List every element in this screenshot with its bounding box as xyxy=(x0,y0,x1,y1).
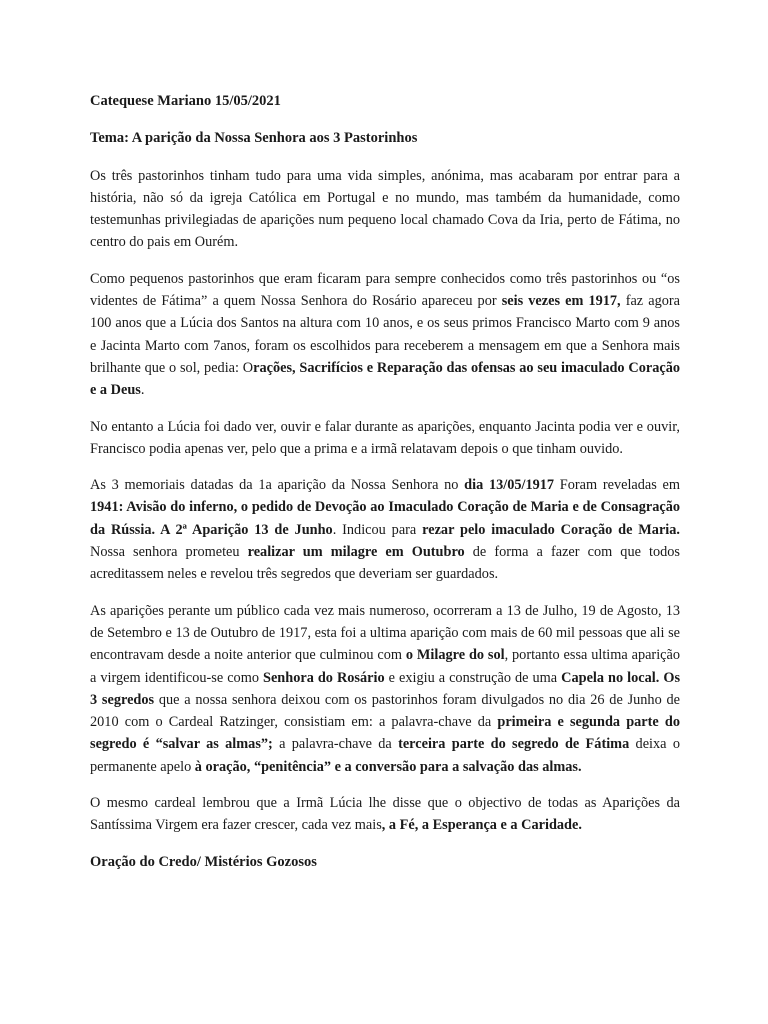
bold-text-run: primeira e segunda parte do segredo é “salvar as almas”; xyxy=(90,714,680,753)
bold-text-run: seis vezes em 1917, xyxy=(501,293,621,310)
text-run: Foram reveladas em xyxy=(554,477,681,494)
text-run: Os três pastorinhos tinham tudo para uma vida simples, anónima, mas acabaram por entrar para a história, não só da igreja Católica em Portugal e no mundo, mas também da humanidade, como testemunhas privilegiadas de aparições num pequeno local chamado Cova da Iria, perto de Fátima, no centro do pais em Ourém. xyxy=(90,167,680,251)
text-run: . xyxy=(140,382,145,399)
body-paragraph xyxy=(90,600,680,778)
text-run: de forma a fazer com que todos acreditassem neles e revelou três segredos que deveriam ser guardados. xyxy=(90,544,680,583)
bold-text-run: Senhora do Rosário xyxy=(263,669,385,686)
closing-heading: Oração do Credo/ Mistérios Gozosos xyxy=(90,853,317,870)
text-run: No entanto a Lúcia foi dado ver, ouvir e falar durante as aparições, enquanto Jacinta podia ver e ouvir, Francisco podia apenas ver, pelo que a prima e a irmã relatavam depois o que tinham ouvido. xyxy=(90,418,680,457)
text-run: As 3 memoriais datadas da 1a aparição da Nossa Senhora no xyxy=(90,477,465,494)
text-run: , portanto essa ultima aparição a virgem identificou-se como xyxy=(90,647,681,686)
body-paragraph xyxy=(90,268,680,402)
bold-text-run: Capela no local. Os 3 segredos xyxy=(90,669,681,708)
bold-text-run: realizar um milagre em Outubro xyxy=(247,544,465,561)
bold-text-run: , a Fé, a Esperança e a Caridade. xyxy=(381,817,582,834)
text-run: Nossa senhora prometeu xyxy=(90,544,248,561)
text-run: a palavra-chave da xyxy=(272,736,399,753)
bold-text-run: dia 13/05/1917 xyxy=(464,477,555,494)
body-paragraph xyxy=(90,474,680,585)
text-run: faz agora 100 anos que a Lúcia dos Santos na altura com 10 anos, e os seus primos Francisco Marto com 9 anos e Jacinta Marto com 7anos, foram os escolhidos para receberem a mensagem em que a Senhora mais brilhante que o sol, pedia: O xyxy=(90,293,680,376)
bold-text-run: 1941: Avisão do inferno, o pedido de Devoção ao Imaculado Coração de Maria e de Consagração da Rússia. A 2ª Aparição 13 de Junho xyxy=(90,499,680,538)
body-paragraph xyxy=(90,165,680,254)
bold-text-run: o Milagre do sol xyxy=(405,647,505,664)
body-paragraph xyxy=(90,792,680,837)
bold-text-run: rezar pelo imaculado Coração de Maria. xyxy=(422,521,680,538)
document-body xyxy=(90,165,680,837)
document-title: Catequese Mariano 15/05/2021 xyxy=(90,93,281,109)
text-run: As aparições perante um público cada vez mais numeroso, ocorreram a 13 de Julho, 19 de Agosto, 13 de Setembro e 13 de Outubro de 1917, esta foi a ultima aparição com mais de 60 mil pessoas que ali se encontravam desde a noite anterior que culminou com xyxy=(90,602,680,664)
text-run: Como pequenos pastorinhos que eram ficaram para sempre conhecidos como três pastorinhos ou “os videntes de Fátima” a quem Nossa Senhora do Rosário apareceu por xyxy=(90,270,680,310)
document-page xyxy=(90,90,680,873)
document-theme: Tema: A parição da Nossa Senhora aos 3 Pastorinhos xyxy=(90,130,418,147)
text-run: e exigiu a construção de uma xyxy=(384,669,562,686)
bold-text-run: terceira parte do segredo de Fátima xyxy=(398,736,630,753)
bold-text-run: rações, Sacrifícios e Reparação das ofensas ao seu imaculado Coração e a Deus xyxy=(90,359,680,399)
text-run: deixa o permanente apelo xyxy=(90,736,680,775)
text-run: O mesmo cardeal lembrou que a Irmã Lúcia lhe disse que o objectivo de todas as Aparições da Santíssima Virgem era fazer crescer, cada vez mais xyxy=(90,795,680,834)
body-paragraph xyxy=(90,416,680,461)
bold-text-run: à oração, “penitência” e a conversão para a salvação das almas. xyxy=(194,758,582,775)
text-run: que a nossa senhora deixou com os pastorinhos foram divulgados no dia 26 de Junho de 2010 com o Cardeal Ratzinger, consistiam em: a palavra-chave da xyxy=(90,691,680,731)
text-run: . Indicou para xyxy=(332,521,423,538)
